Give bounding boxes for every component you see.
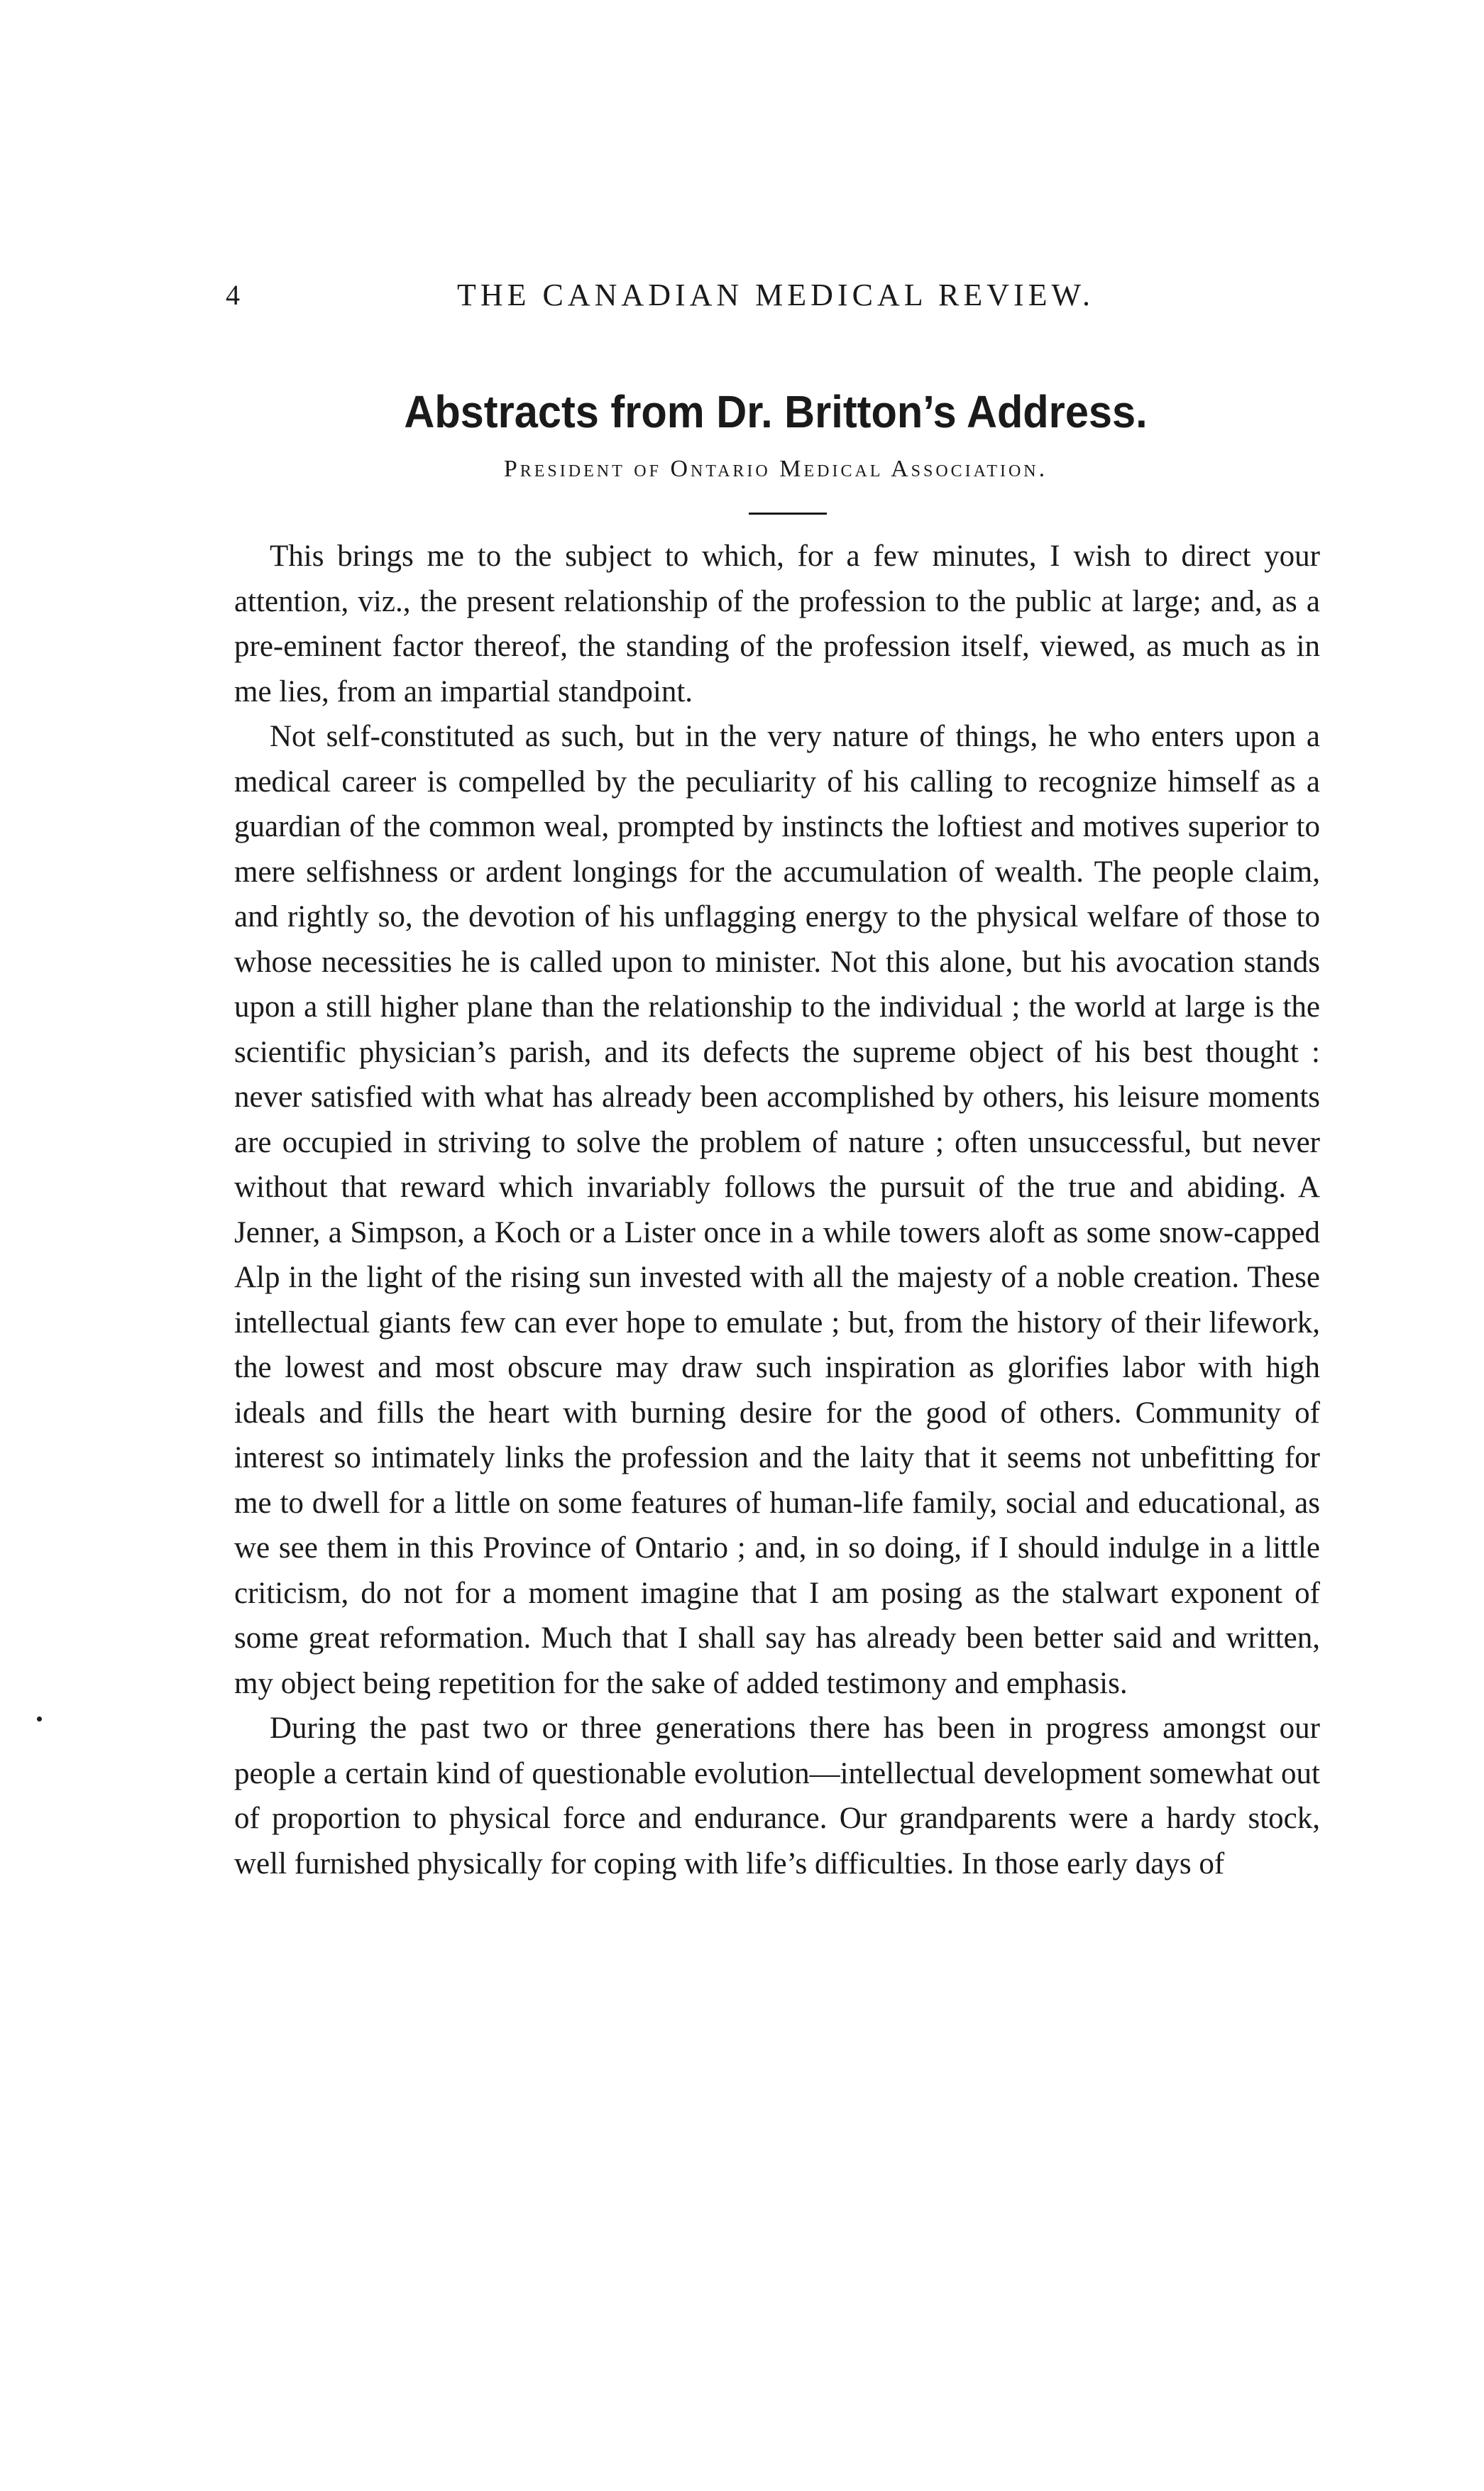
running-head xyxy=(226,274,1326,317)
margin-mark xyxy=(37,1717,42,1721)
article-body xyxy=(234,534,1320,1886)
paragraph-3: During the past two or three generations there has been in progress amongst our people a certain kind of questionable evolution—intellectual development somewhat out of proportion to physical force and endurance. Our grandparents were a hardy stock, well furnished physically for coping with life’s difficulties. In those early days of xyxy=(234,1712,1320,1880)
title-rule xyxy=(749,513,827,515)
journal-title: THE CANADIAN MEDICAL REVIEW. xyxy=(457,278,1094,312)
page-number: 4 xyxy=(226,279,240,311)
article-subtitle: President of Ontario Medical Association. xyxy=(503,456,1048,482)
paragraph-2: Not self-constituted as such, but in the very nature of things, he who enters upon a medical career is compelled by the peculiarity of his calling to recognize himself as a guardian of the common weal, prompted by instincts the loftiest and motives superior to mere selfishness or ardent longings for the accumulation of wealth. The people claim, and rightly so, the devotion of his unflagging energy to the physical welfare of those to whose necessities he is called upon to minister. Not this alone, but his avocation stands upon a still higher plane than the relationship to the individual ; the world at large is the scientific physician’s parish, and its defects the supreme object of his best thought : never satisfied with what has already been accomplished by others, his leisure moments are occupied in striving to solve the problem of nature ; often unsuccessful, but never without that reward which invariably follows the pursuit of the true and abiding. A Jenner, a Simpson, a Koch or a Lister once in a while towers aloft as some snow-capped Alp in the light of the rising sun invested with all the majesty of a noble creation. These intellectual giants few can ever hope to emulate ; but, from the history of their lifework, the lowest and most obscure may draw such inspiration as glorifies labor with high ideals and fills the heart with burning desire for the good of others. Community of interest so intimately links the profession and the laity that it seems not unbefitting for me to dwell for a little on some features of human-life family, social and educational, as we see them in this Province of Ontario ; and, in so doing, if I should indulge in a little criticism, do not for a moment imagine that I am posing as the stalwart exponent of some great reformation. Much that I shall say has already been better said and written, my object being repetition for the sake of added testimony and emphasis. xyxy=(234,720,1320,1700)
paragraph-1: This brings me to the subject to which, for a few minutes, I wish to direct your attention, viz., the present relationship of the profession to the public at large; and, as a pre-eminent factor thereof, the standing of the profession itself, viewed, as much as in me lies, from an impartial standpoint. xyxy=(234,540,1320,708)
article-title: Abstracts from Dr. Britton’s Address. xyxy=(404,386,1148,437)
